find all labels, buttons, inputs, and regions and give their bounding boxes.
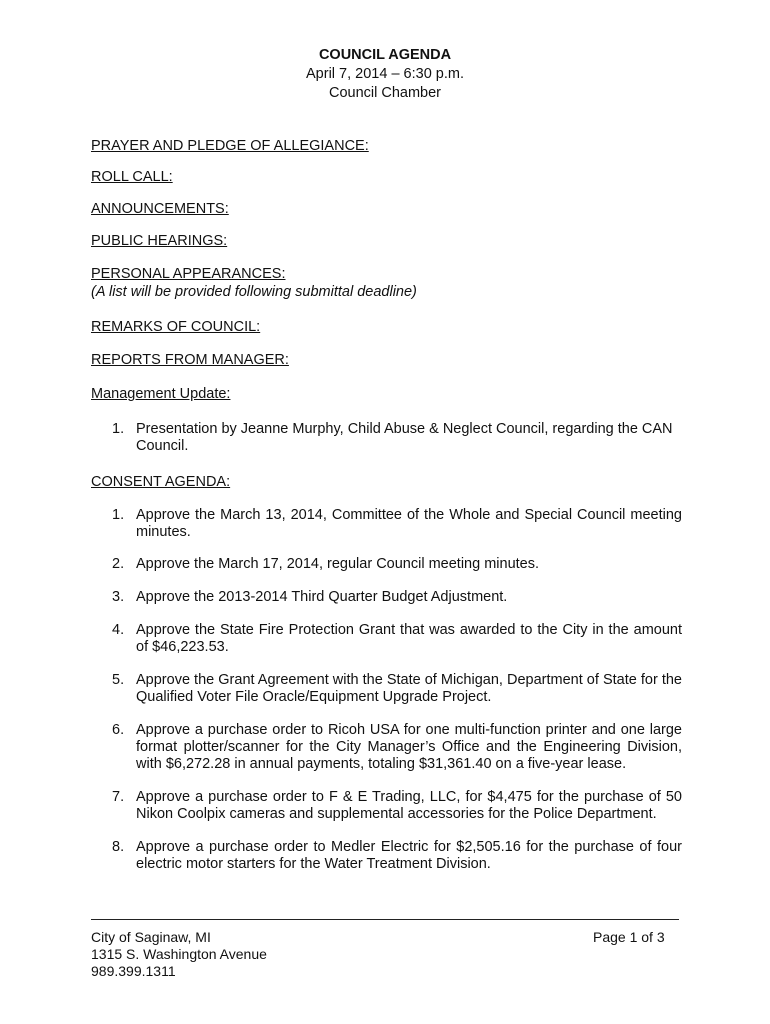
- item-number: 8.: [112, 839, 125, 855]
- section-reports: REPORTS FROM MANAGER:: [91, 352, 289, 368]
- item-number: 4.: [112, 622, 125, 638]
- agenda-header: [0, 46, 770, 103]
- item-text: Approve the March 13, 2014, Committee of the Whole and Special Council meeting minutes.: [136, 507, 682, 540]
- footer-address: 1315 S. Washington Avenue: [91, 946, 267, 962]
- footer-contact: [91, 929, 267, 980]
- item-number: 7.: [112, 789, 125, 805]
- personal-appearances-heading: PERSONAL APPEARANCES:: [91, 266, 286, 282]
- item-text: Approve the March 17, 2014, regular Council meeting minutes.: [136, 556, 539, 572]
- section-prayer: PRAYER AND PLEDGE OF ALLEGIANCE:: [91, 138, 369, 154]
- personal-appearances-note: (A list will be provided following submittal deadline): [91, 284, 417, 300]
- agenda-title: COUNCIL AGENDA: [318, 47, 452, 63]
- item-text: Approve a purchase order to Ricoh USA for one multi-function printer and one large format plotter/scanner for the City Manager’s Office and the Engineering Division, with $6,272.28 in annual payments, totaling $31,361.40 on a five-year lease.: [136, 722, 682, 772]
- footer-divider: [91, 919, 679, 920]
- item-text: Presentation by Jeanne Murphy, Child Abuse & Neglect Council, regarding the CAN Council.: [136, 421, 673, 454]
- section-roll-call: ROLL CALL:: [91, 169, 173, 185]
- item-text: Approve the 2013-2014 Third Quarter Budget Adjustment.: [136, 589, 508, 605]
- item-text: Approve the Grant Agreement with the State of Michigan, Department of State for the Qualified Voter File Oracle/Equipment Upgrade Project.: [136, 672, 682, 705]
- meeting-location: Council Chamber: [328, 85, 442, 101]
- item-number: 1.: [112, 507, 125, 523]
- item-text: Approve a purchase order to F & E Trading, LLC, for $4,475 for the purchase of 50 Nikon Coolpix cameras and supplemental accessories for the Police Department.: [136, 789, 682, 822]
- section-announcements: ANNOUNCEMENTS:: [91, 201, 229, 217]
- section-consent-agenda: CONSENT AGENDA:: [91, 474, 231, 490]
- item-number: 3.: [112, 589, 125, 605]
- item-text: Approve the State Fire Protection Grant that was awarded to the City in the amount of $46,223.53.: [136, 622, 682, 655]
- section-management-update: Management Update:: [91, 386, 231, 402]
- section-remarks: REMARKS OF COUNCIL:: [91, 319, 261, 335]
- item-number: 6.: [112, 722, 125, 738]
- section-personal-appearances: [91, 265, 417, 301]
- section-public-hearings: PUBLIC HEARINGS:: [91, 233, 228, 249]
- page-number: Page 1 of 3: [593, 929, 665, 945]
- item-number: 5.: [112, 672, 125, 688]
- footer-city: City of Saginaw, MI: [91, 929, 211, 945]
- footer-phone: 989.399.1311: [91, 963, 176, 979]
- item-number: 2.: [112, 556, 125, 572]
- item-number: 1.: [112, 421, 125, 437]
- item-text: Approve a purchase order to Medler Electric for $2,505.16 for the purchase of four electric motor starters for the Water Treatment Division.: [136, 839, 682, 872]
- meeting-date-time: April 7, 2014 – 6:30 p.m.: [306, 66, 464, 82]
